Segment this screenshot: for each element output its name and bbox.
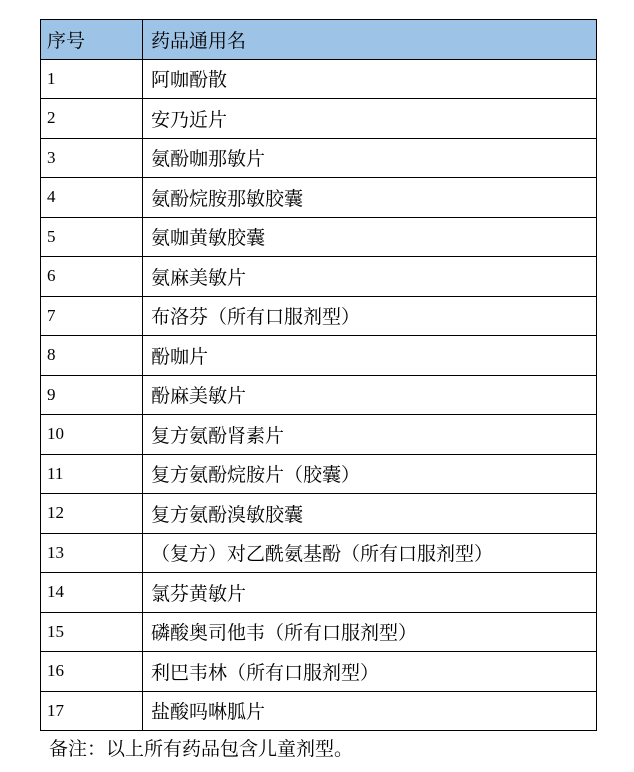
serial-number-cell: 12 xyxy=(41,494,143,534)
serial-number-cell: 13 xyxy=(41,533,143,573)
drug-name-cell: 复方氨酚溴敏胶囊 xyxy=(143,494,597,534)
serial-number-cell: 8 xyxy=(41,336,143,376)
table-row xyxy=(41,652,597,692)
drug-name-cell: 复方氨酚肾素片 xyxy=(143,415,597,455)
drug-name-cell: 布洛芬（所有口服剂型） xyxy=(143,296,597,336)
drug-name-cell: 磷酸奥司他韦（所有口服剂型） xyxy=(143,612,597,652)
table-row xyxy=(41,375,597,415)
table-row xyxy=(41,494,597,534)
drug-name-cell: 利巴韦林（所有口服剂型） xyxy=(143,652,597,692)
serial-number-cell: 9 xyxy=(41,375,143,415)
drug-name-cell: 安乃近片 xyxy=(143,99,597,139)
serial-number-cell: 5 xyxy=(41,217,143,257)
table-row xyxy=(41,217,597,257)
table-row xyxy=(41,336,597,376)
table-row xyxy=(41,533,597,573)
drug-name-cell: 阿咖酚散 xyxy=(143,59,597,99)
table-body xyxy=(41,59,597,731)
serial-number-cell: 15 xyxy=(41,612,143,652)
table-row xyxy=(41,99,597,139)
footnote: 备注：以上所有药品包含儿童剂型。 xyxy=(49,738,354,760)
serial-number-cell: 10 xyxy=(41,415,143,455)
table-row xyxy=(41,296,597,336)
table-row xyxy=(41,691,597,731)
drug-name-cell: 氨酚烷胺那敏胶囊 xyxy=(143,178,597,218)
table-row xyxy=(41,257,597,297)
table-header xyxy=(41,20,597,60)
table-row xyxy=(41,454,597,494)
drug-name-cell: 氯芬黄敏片 xyxy=(143,573,597,613)
drug-name-cell: 氨麻美敏片 xyxy=(143,257,597,297)
serial-number-cell: 7 xyxy=(41,296,143,336)
serial-number-cell: 4 xyxy=(41,178,143,218)
serial-number-cell: 17 xyxy=(41,691,143,731)
serial-number-cell: 11 xyxy=(41,454,143,494)
table-row xyxy=(41,415,597,455)
drug-name-cell: 酚咖片 xyxy=(143,336,597,376)
drug-name-cell: （复方）对乙酰氨基酚（所有口服剂型） xyxy=(143,533,597,573)
drug-name-cell: 盐酸吗啉胍片 xyxy=(143,691,597,731)
header-row xyxy=(41,20,597,60)
drug-name-cell: 复方氨酚烷胺片（胶囊） xyxy=(143,454,597,494)
serial-number-cell: 6 xyxy=(41,257,143,297)
drug-name-cell: 氨酚咖那敏片 xyxy=(143,138,597,178)
serial-number-cell: 3 xyxy=(41,138,143,178)
drug-table xyxy=(40,19,597,731)
drug-name-cell: 酚麻美敏片 xyxy=(143,375,597,415)
table-row xyxy=(41,573,597,613)
table-row xyxy=(41,59,597,99)
serial-number-cell: 1 xyxy=(41,59,143,99)
drug-name-cell: 氨咖黄敏胶囊 xyxy=(143,217,597,257)
header-serial-number: 序号 xyxy=(41,20,143,60)
table-row xyxy=(41,612,597,652)
serial-number-cell: 2 xyxy=(41,99,143,139)
header-drug-name: 药品通用名 xyxy=(143,20,597,60)
table-row xyxy=(41,138,597,178)
serial-number-cell: 14 xyxy=(41,573,143,613)
table-row xyxy=(41,178,597,218)
serial-number-cell: 16 xyxy=(41,652,143,692)
